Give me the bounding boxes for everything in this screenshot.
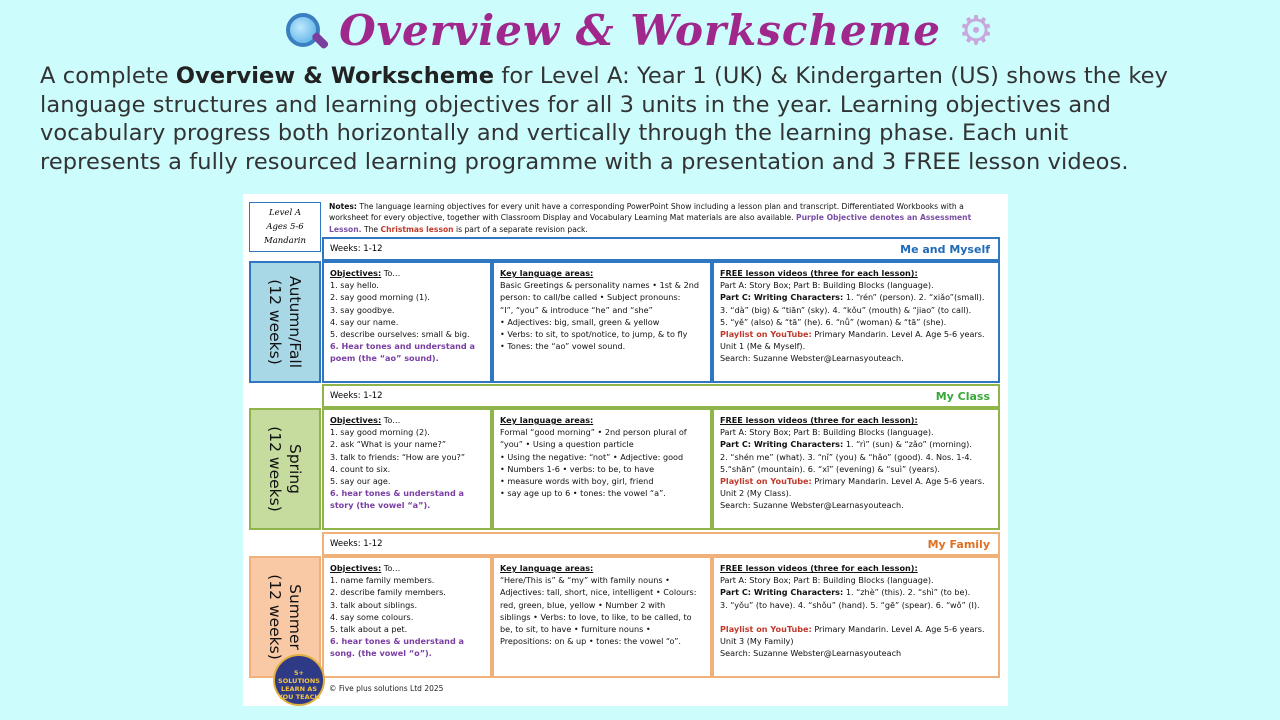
objectives-to: To… [381,415,401,425]
objectives-to: To… [381,268,401,278]
playlist-label: Playlist on YouTube: [720,476,812,487]
key-line: Basic Greetings & personality names • 1st & 2nd [500,280,699,291]
unit-name: Me and Myself [900,243,990,256]
assessment-objective: 6. hear tones & understand a [330,488,465,499]
intro-line1-post: for Level A: Year 1 (UK) & Kindergarten (US) shows the key [494,63,1169,89]
objective: 1. say hello. [330,280,379,291]
objectives-cell [322,408,492,530]
workscheme-document [243,194,1008,706]
key-line: • Using the negative: “not” • Adjective: good [500,451,684,462]
assessment-objective: 6. hear tones & understand a [330,636,465,647]
search-line: Search: Suzanne Webster@Learnasyouteach. [720,353,904,364]
season-weeks: (12 weeks) [266,279,284,365]
key-language-cell [492,261,712,383]
key-line: • Adjectives: big, small, green & yellow [500,316,660,327]
level-label: Level A [268,208,302,218]
notes-purple-2: Lesson. [329,224,362,234]
season-weeks: (12 weeks) [266,574,284,660]
free-line: 3. “yǒu” (to have). 4. “shǒu” (hand). 5. “gē” (spear). 6. “wǒ” (I). [720,599,980,610]
free-videos-cell [712,408,1000,530]
free-line: 5. “yě” (also) & “tā” (he). 6. “nǚ” (woman) & “tā” (she). [720,316,947,327]
logo-line: YOU TEACH [278,693,320,701]
playlist-text: Primary Mandarin. Level A. Age 5-6 years. [811,476,985,487]
unit-autumn [249,237,1000,383]
intro-line4: represents a fully resourced learning programme with a presentation and 3 FREE lesson videos. [40,148,1129,175]
key-language-title: Key language areas: [500,563,594,573]
unit-name: My Class [935,390,990,403]
objective: 5. say our age. [330,476,391,487]
key-language-title: Key language areas: [500,415,594,425]
free-line [720,611,992,623]
key-line: be, to sit, to have • furniture nouns • [500,624,651,635]
key-line: person: to call/be called • Subject pronouns: [500,292,681,303]
objective: 4. say some colours. [330,611,414,622]
learn-as-you-teach-logo [273,654,325,706]
copyright: © Five plus solutions Ltd 2025 [329,684,444,693]
free-line: 5.“shān” (mountain). 6. “xī” (evening) & “suì” (years). [720,463,940,474]
notes-text-2: worksheet for every objective, together with Classroom Display and Vocabulary Learning Mat materials are also available. [329,213,797,223]
season-sidebar [249,408,321,530]
playlist-label: Playlist on YouTube: [720,329,812,340]
free-line: 3. “dà” (big) & “tiān” (sky). 4. “kǒu” (mouth) & “jiao” (to call). [720,304,972,315]
objectives-title: Objectives: [330,563,382,573]
key-line: “you” • Using a question particle [500,439,634,450]
objectives-title: Objectives: [330,268,382,278]
objective: 5. talk about a pet. [330,624,408,635]
key-line: • measure words with boy, girl, friend [500,476,654,487]
season-sidebar [249,261,321,383]
key-language-title: Key language areas: [500,268,594,278]
season-label: Summer [286,584,304,650]
objective: 4. count to six. [330,463,391,474]
assessment-objective: song. (the vowel “o”). [330,648,432,659]
season-weeks: (12 weeks) [266,426,284,512]
objective: 2. describe family members. [330,587,446,598]
intro-line1-bold: Overview & Workscheme [175,63,495,89]
part-c-text: 1. “rén” (person). 2. “xiǎo”(small). [843,292,985,303]
logo-line: LEARN AS [280,685,318,693]
notes [329,201,989,235]
notes-purple: Purple Objective denotes an Assessment [796,213,972,223]
notes-label: Notes: [329,202,357,211]
objectives-title: Objectives: [330,415,382,425]
weeks-label: Weeks: 1-12 [330,244,383,254]
language-label: Mandarin [263,236,306,246]
intro-text [40,62,1250,176]
key-line: • Numbers 1-6 • verbs: to be, to have [500,463,655,474]
unit-line: Unit 1 (Me & Myself). [720,341,806,352]
notes-text-4: is part of a separate revision pack. [453,224,588,234]
playlist-text: Primary Mandarin. Level A. Age 5-6 years. [811,329,985,340]
free-line: Part A: Story Box; Part B: Building Blocks (language). [720,280,934,291]
magnifier-icon [282,9,326,53]
key-line: Adjectives: tall, short, nice, intelligent • Colours: [500,587,697,598]
free-videos-cell [712,556,1000,678]
key-line: siblings • Verbs: to love, to like, to be called, to [500,611,692,622]
free-videos-cell [712,261,1000,383]
key-line: Formal “good morning” • 2nd person plural of [500,427,687,438]
notes-text-3: The [361,224,381,234]
assessment-objective: poem (the “ao” sound). [330,353,439,364]
intro-line3: vocabulary progress both horizontally and vertically through the learning phase. Each unit [40,120,1069,146]
key-line: • Verbs: to sit, to spot/notice, to jump, & to fly [500,329,688,340]
playlist-text: Primary Mandarin. Level A. Age 5-6 years. [811,624,985,635]
weeks-bar [322,237,1000,261]
free-line: Part A: Story Box; Part B: Building Blocks (language). [720,427,934,438]
part-c-text: 1. “zhè” (this). 2. “shì” (to be). [843,587,971,598]
season-label: Spring [286,443,304,495]
ages-label: Ages 5-6 [266,222,304,232]
part-c-text: 1. “rì” (sun) & “zǎo” (morning). [843,439,972,450]
free-videos-title: FREE lesson videos (three for each lesson): [720,268,918,278]
objective: 2. say good morning (1). [330,292,430,303]
logo-line: 5+ SOLUTIONS [278,669,320,685]
key-line: Prepositions: on & up • tones: the vowel “o”. [500,636,681,647]
key-language-cell [492,408,712,530]
unit-summer [249,532,1000,678]
intro-line1-pre: A complete [40,63,176,89]
objective: 1. name family members. [330,575,435,586]
weeks-label: Weeks: 1-12 [330,539,383,549]
unit-name: My Family [927,538,990,551]
objective: 4. say our name. [330,316,399,327]
key-language-cell [492,556,712,678]
objective: 5. describe ourselves: small & big. [330,329,470,340]
objective: 3. say goodbye. [330,304,395,315]
weeks-bar [322,384,1000,408]
unit-line: Unit 2 (My Class). [720,488,792,499]
assessment-objective: 6. Hear tones and understand a [330,341,475,352]
key-line: “Here/This is” & “my” with family nouns • [500,575,670,586]
intro-line2: language structures and learning objectives for all 3 units in the year. Learning objectives and [40,91,1111,118]
search-line: Search: Suzanne Webster@Learnasyouteach. [720,500,904,511]
assessment-objective: story (the vowel “a”). [330,500,431,511]
free-videos-title: FREE lesson videos (three for each lesson): [720,563,918,573]
part-c-label: Part C: Writing Characters: [720,439,844,450]
key-line: “I”, “you” & introduce “he” and “she” [500,304,653,315]
part-c-label: Part C: Writing Characters: [720,292,844,303]
weeks-label: Weeks: 1-12 [330,391,383,401]
free-line: 2. “shén me” (what). 3. “nǐ” (you) & “hǎo” (good). 4. Nos. 1-4. [720,451,973,462]
weeks-bar [322,532,1000,556]
key-line: • say age up to 6 • tones: the vowel “a”. [500,488,666,499]
notes-text-1: The language learning objectives for every unit have a corresponding PowerPoint Show including a lesson plan and transcript. Differentiated Workbooks with a [356,202,964,211]
page-title: Overview & Workscheme [339,6,941,55]
season-label: Autumn/Fall [286,275,304,369]
key-line: • Tones: the “ao” vowel sound. [500,341,626,352]
key-line: red, green, blue, yellow • Number 2 with [500,599,666,610]
unit-spring [249,384,1000,530]
part-c-label: Part C: Writing Characters: [720,587,844,598]
objectives-cell [322,261,492,383]
playlist-label: Playlist on YouTube: [720,624,812,635]
objective: 3. talk about siblings. [330,599,418,610]
unit-line: Unit 3 (My Family) [720,636,794,647]
objective: 2. ask “What is your name?” [330,439,447,450]
notes-red: Christmas lesson [380,224,454,234]
title-bar [0,6,1280,55]
objectives-to: To… [381,563,401,573]
objective: 3. talk to friends: “How are you?” [330,451,466,462]
gear-icon: ⚙ [958,7,994,54]
free-videos-title: FREE lesson videos (three for each lesson): [720,415,918,425]
free-line: Part A: Story Box; Part B: Building Blocks (language). [720,575,934,586]
search-line: Search: Suzanne Webster@Learnasyouteach [720,648,902,659]
objectives-cell [322,556,492,678]
objective: 1. say good morning (2). [330,427,430,438]
